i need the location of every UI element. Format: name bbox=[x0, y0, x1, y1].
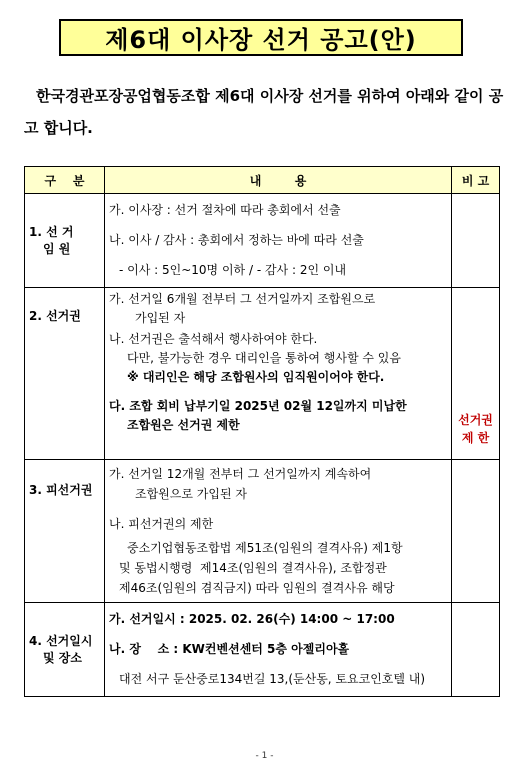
row-category bbox=[25, 194, 105, 288]
table-row bbox=[25, 194, 500, 288]
page-title: 제6대 이사장 선거 공고(안) bbox=[59, 19, 463, 56]
content-line: 가. 선거일 12개월 전부터 그 선거일까지 계속하여 bbox=[109, 467, 372, 481]
table-row bbox=[25, 460, 500, 603]
row-content bbox=[105, 194, 452, 288]
category-line: 1. 선 거 bbox=[29, 224, 74, 239]
page-number: - 1 - bbox=[255, 751, 274, 761]
content-line: ※ 대리인은 해당 조합원사의 임직원이어야 한다. bbox=[127, 370, 385, 384]
row-note bbox=[452, 460, 500, 603]
content-line: 다. 조합 회비 납부기일 2025년 02월 12일까지 미납한 bbox=[109, 399, 407, 413]
row-note bbox=[452, 194, 500, 288]
row-note bbox=[452, 288, 500, 460]
row-content bbox=[105, 460, 452, 603]
election-table bbox=[24, 166, 500, 697]
category-line: 3. 피선거권 bbox=[29, 483, 93, 497]
content-line: 나. 선거권은 출석해서 행사하여야 한다. bbox=[109, 332, 318, 346]
content-line: 조합원으로 가입된 자 bbox=[135, 487, 247, 501]
table-header-row bbox=[25, 167, 500, 194]
content-line: 가. 선거일 6개월 전부터 그 선거일까지 조합원으로 bbox=[109, 292, 376, 306]
table-row bbox=[25, 288, 500, 460]
row-category bbox=[25, 603, 105, 697]
row-category bbox=[25, 288, 105, 460]
row-category bbox=[25, 460, 105, 603]
content-line: 조합원은 선거권 제한 bbox=[127, 418, 240, 432]
row-content bbox=[105, 603, 452, 697]
note-line: 선거권 bbox=[458, 413, 493, 427]
content-line: - 이사 : 5인~10명 이하 / - 감사 : 2인 이내 bbox=[119, 263, 347, 277]
content-line: 나. 장 소 : KW컨벤션센터 5층 아젤리아홀 bbox=[109, 642, 350, 656]
content-line: 가. 이사장 : 선거 절차에 따라 총회에서 선출 bbox=[109, 203, 341, 217]
content-line: 및 동법시행령 제14조(임원의 결격사유), 조합정관 bbox=[119, 561, 387, 575]
row-note bbox=[452, 603, 500, 697]
header-content: 내 용 bbox=[105, 167, 452, 194]
intro-paragraph: 한국경관포장공업협동조합 제6대 이사장 선거를 위하여 아래와 같이 공고 합니다. bbox=[24, 87, 504, 137]
content-line: 나. 이사 / 감사 : 총회에서 정하는 바에 따라 선출 bbox=[109, 233, 364, 247]
content-line: 다만, 불가능한 경우 대리인을 통하여 행사할 수 있음 bbox=[127, 351, 401, 365]
table-row bbox=[25, 603, 500, 697]
note-line: 제 한 bbox=[461, 431, 490, 445]
category-line: 및 장소 bbox=[43, 650, 82, 665]
content-line: 나. 피선거권의 제한 bbox=[109, 517, 214, 531]
category-line: 2. 선거권 bbox=[29, 309, 81, 323]
category-line: 임 원 bbox=[43, 241, 71, 256]
content-line: 중소기업협동조합법 제51조(임원의 결격사유) 제1항 bbox=[127, 541, 403, 555]
content-line: 가입된 자 bbox=[135, 311, 186, 325]
content-line: 제46조(임원의 겸직금지) 따라 임원의 결격사유 해당 bbox=[119, 581, 395, 595]
content-line: 가. 선거일시 : 2025. 02. 26(수) 14:00 ~ 17:00 bbox=[109, 612, 395, 626]
category-line: 4. 선거일시 bbox=[29, 633, 93, 648]
header-note: 비 고 bbox=[452, 167, 500, 194]
header-category: 구 분 bbox=[25, 167, 105, 194]
content-line: 대전 서구 둔산중로134번길 13,(둔산동, 토요코인호텔 내) bbox=[119, 672, 426, 686]
row-content bbox=[105, 288, 452, 460]
